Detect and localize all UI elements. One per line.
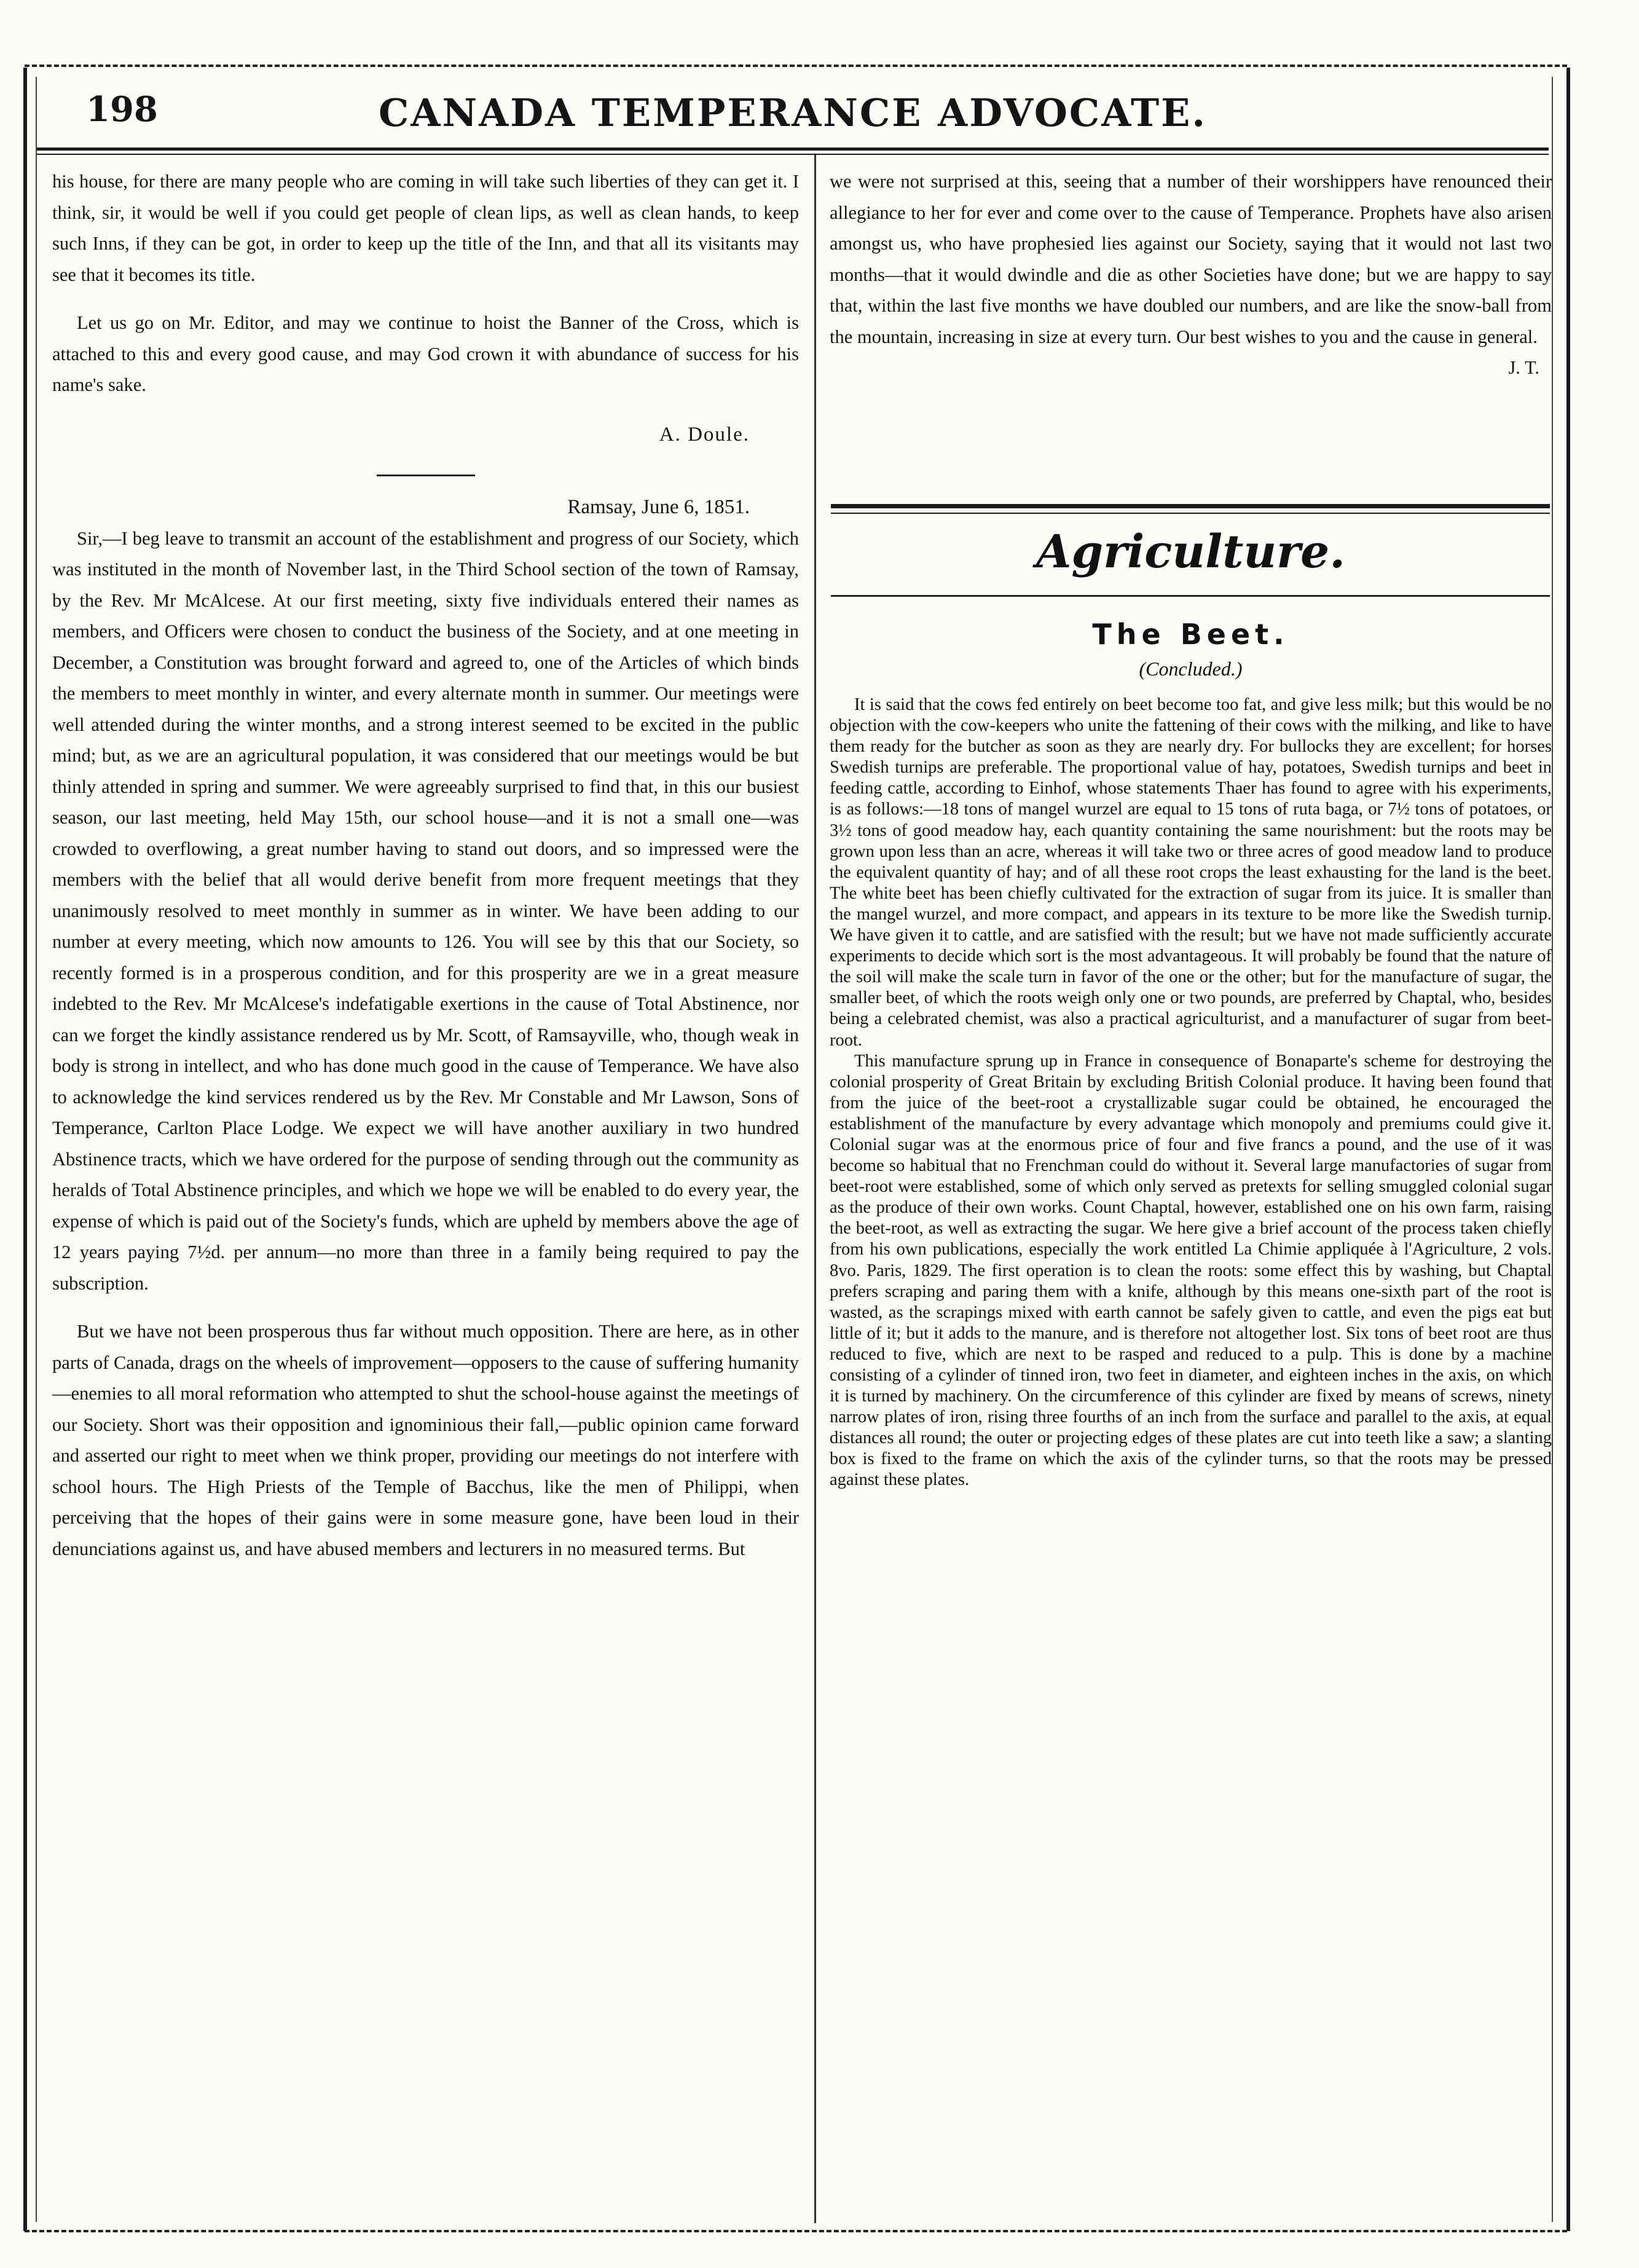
section-heading-rule (831, 595, 1550, 597)
page-number: 198 (86, 89, 158, 130)
section-heading: Agriculture. (1036, 526, 1346, 578)
letter-continuation: we were not surprised at this, seeing that a number of their worshippers have renounced their allegiance to her for ever and come over to the cause of Temperance. Prophets have also arisen amongst us, who have prophesied lies against our Society, saying that it would not last two months—that it would dwindle and die as other Societies have done; but we are happy to say that, within the last five months we have doubled our numbers, and are like the snow-ball from the mountain, increasing in size at every turn. Our best wishes to you and the cause in general. (830, 171, 1552, 347)
article-paragraph-1: It is said that the cows fed entirely on beet become too fat, and give less milk; but this would be no objection with the cow-keepers who unite the fattening of their cows with the milking, and like to have them ready for the butcher as soon as they are nearly dry. For bullocks they are excellent; for horses Swedish turnips are preferable. The proportional value of hay, potatoes, Swedish turnips and beet in feeding cattle, according to Einhof, whose statements Thaer has found to agree with his experiments, is as follows:—18 tons of mangel wurzel are equal to 15 tons of ruta baga, or 7½ tons of potatoes, or 3½ tons of good meadow hay, each quantity containing the same nourishment: but the roots may be grown upon less than an acre, whereas it will take two or three acres of good meadow land to produce the equivalent quantity of hay; and of all these root crops the least exhausting for the land is the beet. The white beet has been chiefly cultivated for the extraction of sugar from its juice. It is smaller than the mangel wurzel, and more compact, and appears in its texture to be more like the Swedish turnip. We have given it to cattle, and are satisfied with the result; but we have not made sufficiently accurate experiments to decide which sort is the most advantageous. It will probably be found that the nature of the soil will make the scale turn in favor of the one or the other; but for the manufacture of sugar, the smaller beet, of which the roots weigh only one or two pounds, are preferred by Chaptal, who, besides being a celebrated chemist, was also a practical agriculturist, and a manufacturer of sugar from beet-root. (830, 695, 1552, 1050)
left-column (52, 166, 799, 1564)
right-column-letter (830, 166, 1552, 384)
bottom-border-rule (25, 2230, 1567, 2232)
header-rule-thin (37, 154, 1549, 155)
article-title: The Beet. (1092, 618, 1289, 651)
top-border-rule (25, 65, 1567, 67)
article-subtitle: (Concluded.) (1139, 658, 1243, 680)
article-body (830, 695, 1552, 1491)
letter1-text: his house, for there are many people who are coming in will take such liberties of they can get it. I think, sir, it would be well if you could get people of clean lips, as well as clean hands, to keep such Inns, if they can be got, in order to keep up the title of the Inn, and that all its visitants may see that it becomes its title. (52, 171, 799, 285)
letter2-paragraph-1: Sir,—I beg leave to transmit an account of the establishment and progress of our Society, which was instituted in the month of November last, in the Third School section of the town of Ramsay, by the Rev. Mr McAlcese. At our first meeting, sixty five individuals entered their names as members, and Officers were chosen to conduct the business of the Society, and at one meeting in December, a Constitution was brought forward and agreed to, one of the Articles of which binds the members to meet monthly in winter, and every alternate month in summer. Our meetings were well attended during the winter months, and a strong interest seemed to be excited in the public mind; but, as we are an agricultural population, it was considered that our meetings would be but thinly attended in spring and summer. We were agreeably surprised to find that, in this our busiest season, our last meeting, held May 15th, our school house—and it is not a small one—was crowded to overflowing, a great number having to stand out doors, and so impressed were the members with the belief that all would derive benefit from more frequent meetings that they unanimously resolved to meet monthly in summer as in winter. We have been adding to our number at every meeting, which now amounts to 126. You will see by this that our Society, so recently formed is in a prosperous condition, and for this prosperity are we in a great measure indebted to the Rev. Mr McAlcese's indefatigable exertions in the cause of Total Abstinence, nor can we forget the kindly assistance rendered us by Mr. Scott, of Ramsayville, who, though weak in body is strong in intellect, and who has done much good in the cause of Temperance. We have also to acknowledge the kind services rendered us by the Rev. Mr Constable and Mr Lawson, Sons of Temperance, Carlton Place Lodge. We expect we will have another auxiliary in two hundred Abstinence tracts, which we have ordered for the purpose of sending through out the community as heralds of Total Abstinence principles, and which we hope we will be enabled to do every year, the expense of which is paid out of the Society's funds, which are upheld by members above the age of 12 years paying 7½d. per annum—no more than three in a family being required to pay the subscription. (52, 527, 799, 1294)
section-rule-thin (831, 513, 1550, 514)
masthead-title: CANADA TEMPERANCE ADVOCATE. (379, 90, 1207, 135)
letter1-signature: A. Doule. (659, 423, 750, 446)
column-divider (814, 155, 816, 2223)
letter-signature: J. T. (1508, 357, 1539, 378)
page-header (37, 83, 1549, 144)
letter2-paragraph-2: But we have not been prosperous thus far without much opposition. There are here, as in other parts of Canada, drags on the wheels of improvement—opposers to the cause of suffering humanity—enemies to all moral reformation who attempted to shut the school-house against the meetings of our Society. Short was their opposition and ignominious their fall,—public opinion came forward and asserted our right to meet when we think proper, providing our meetings do not interfere with school hours. The High Priests of the Temple of Bacchus, like the men of Philippi, when perceiving that the hopes of their gains were in some measure gone, have been loud in their denunciations against us, and have abused members and lecturers in no measured terms. But (52, 1321, 799, 1559)
header-rule (37, 148, 1549, 151)
section-rule-thick (831, 504, 1550, 508)
letter2-dateline: Ramsay, June 6, 1851. (567, 496, 750, 518)
separator-rule (377, 474, 475, 476)
letter1-paragraph: Let us go on Mr. Editor, and may we continue to hoist the Banner of the Cross, which is attached to this and every good cause, and may God crown it with abundance of success for his name's sake. (52, 312, 799, 395)
article-paragraph-2: This manufacture sprung up in France in consequence of Bonaparte's scheme for destroying the colonial prosperity of Great Britain by excluding British Colonial produce. It having been found that from the juice of the beet-root a crystallizable sugar could be obtained, he encouraged the establishment of the manufacture by every advantage which monopoly and premiums could give it. Colonial sugar was at the enormous price of four and five francs a pound, and the use of it was become so habitual that no Frenchman could do without it. Several large manufactories of sugar from beet-root were established, some of which only served as pretexts for selling smuggled colonial sugar as the produce of their own works. Count Chaptal, however, established one on his own farm, raising the beet-root, as well as extracting the sugar. We here give a brief account of the process taken chiefly from his own publications, especially the work entitled La Chimie appliquée à l'Agriculture, 2 vols. 8vo. Paris, 1829. The first operation is to clean the roots: some effect this by washing, but Chaptal prefers scraping and paring them with a knife, although by this means one-sixth part of the root is wasted, as the scrapings mixed with earth cannot be safely given to cattle, and even the pigs eat but little of it; but it adds to the manure, and is therefore not altogether lost. Six tons of beet root are thus reduced to five, which are next to be rasped and reduced to a pulp. This is done by a machine consisting of a cylinder of tinned iron, two feet in diameter, and eighteen inches in the axis, on which it is turned by machinery. On the circumference of this cylinder are fixed by means of screws, ninety narrow plates of iron, rising three fourths of an inch from the surface and parallel to the axis, at equal distances all round; the outer or projecting edges of these plates are cut into teeth like a saw; a slanting box is fixed to the frame on which the axis of the cylinder turns, so that the roots may be pressed against these plates. (830, 1051, 1552, 1490)
